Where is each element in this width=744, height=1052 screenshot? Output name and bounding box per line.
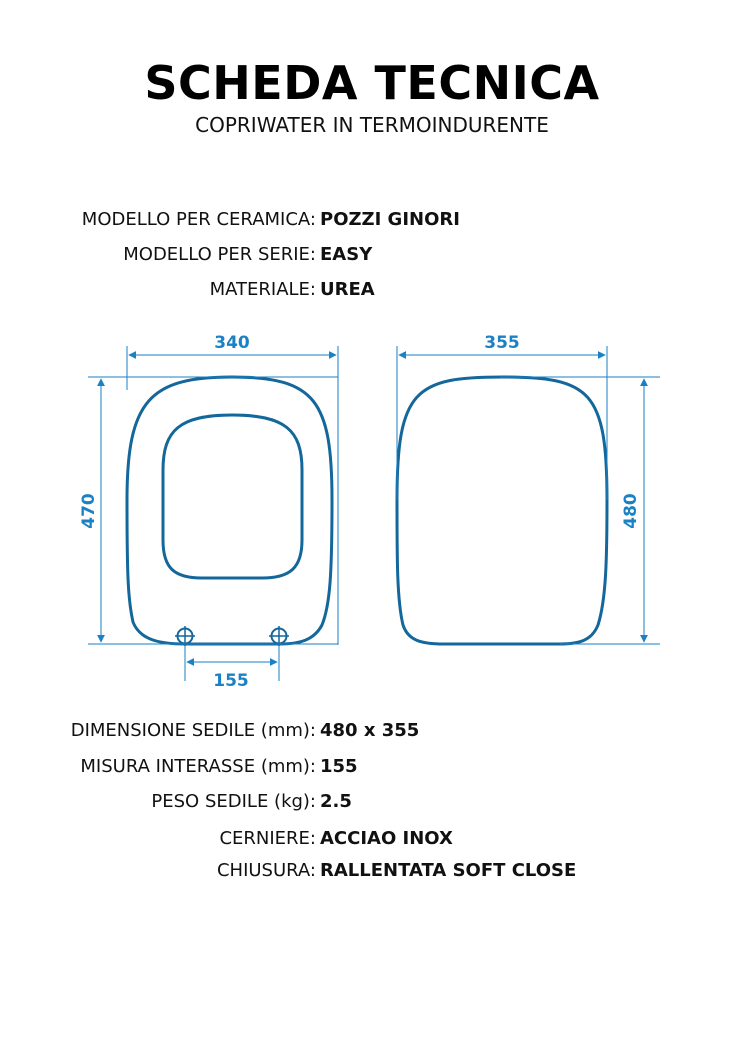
spec-row-dimensione <box>0 720 744 746</box>
lid-height-label: 480 <box>621 493 641 529</box>
spec-label: PESO SEDILE (kg): <box>151 791 316 812</box>
page-title: SCHEDA TECNICA <box>144 56 600 110</box>
spec-label: MATERIALE: <box>209 279 316 300</box>
lid-outline <box>397 377 607 644</box>
spec-value: RALLENTATA SOFT CLOSE <box>320 860 577 881</box>
spec-row-chiusura <box>0 860 744 886</box>
spec-label: MODELLO PER SERIE: <box>123 244 316 265</box>
seat-width-label: 340 <box>214 333 250 353</box>
spec-value: POZZI GINORI <box>320 209 460 230</box>
spec-value: EASY <box>320 244 373 265</box>
spec-row-peso <box>0 791 744 817</box>
spec-value: ACCIAO INOX <box>320 828 453 849</box>
page-subtitle: COPRIWATER IN TERMOINDURENTE <box>195 113 549 137</box>
spec-row-cerniere <box>0 828 744 854</box>
seat-height-label: 470 <box>79 493 99 529</box>
spec-label: MISURA INTERASSE (mm): <box>80 756 316 777</box>
spec-label: CHIUSURA: <box>216 860 316 881</box>
spec-value: 155 <box>320 756 358 777</box>
spec-label: MODELLO PER CERAMICA: <box>81 209 316 230</box>
lid-width-label: 355 <box>484 333 520 353</box>
spec-row-interasse <box>0 756 744 782</box>
spec-value: UREA <box>320 279 375 300</box>
seat-opening <box>163 415 302 578</box>
spec-label: CERNIERE: <box>219 828 316 849</box>
hinge-spacing-label: 155 <box>213 671 249 691</box>
spec-value: 2.5 <box>320 791 352 812</box>
spec-label: DIMENSIONE SEDILE (mm): <box>70 720 316 741</box>
spec-value: 480 x 355 <box>320 720 420 741</box>
lid-width-dimension <box>397 346 607 500</box>
